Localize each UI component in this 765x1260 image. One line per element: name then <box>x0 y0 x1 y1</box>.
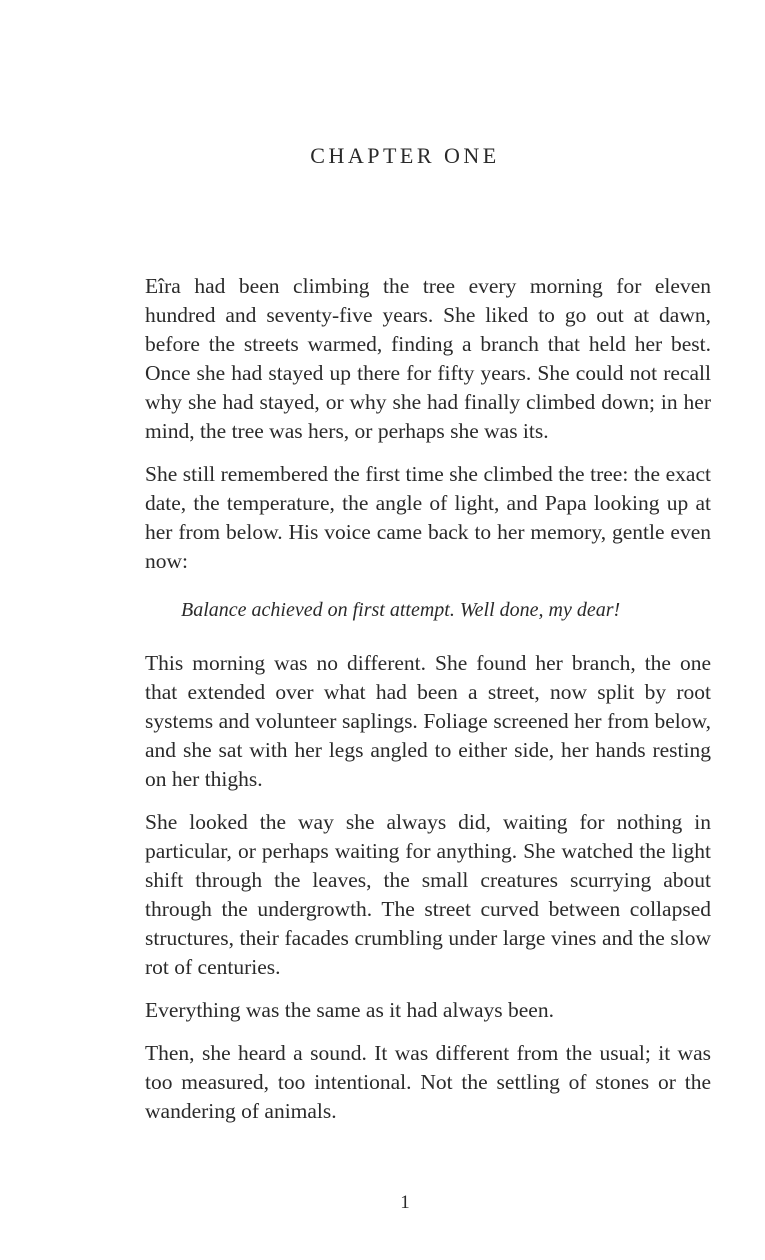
paragraph: Everything was the same as it had always been. <box>145 998 554 1022</box>
chapter-body <box>145 272 711 1140</box>
chapter-title: CHAPTER ONE <box>310 143 500 168</box>
page-number: 1 <box>400 1192 410 1213</box>
paragraph: She looked the way she always did, waiting for nothing in particular, or perhaps waiting for anything. She watched the light shift through the leaves, the small creatures scurrying about through the undergrowth. The street curved between collapsed structures, their facades crumbling under large vines and the slow rot of centuries. <box>145 810 711 979</box>
block-quote: Balance achieved on first attempt. Well done, my dear! <box>181 599 621 621</box>
paragraph: Then, she heard a sound. It was different from the usual; it was too measured, too intentional. Not the settling of stones or the wandering of animals. <box>145 1041 711 1123</box>
paragraph: Eîra had been climbing the tree every morning for eleven hundred and seventy-five years. She liked to go out at dawn, before the streets warmed, finding a branch that held her best. Once she had stayed up there for fifty years. She could not recall why she had stayed, or why she had finally climbed down; in her mind, the tree was hers, or perhaps she was its. <box>145 274 711 443</box>
paragraph: She still remembered the first time she climbed the tree: the exact date, the temperature, the angle of light, and Papa looking up at her from below. His voice came back to her memory, gentle even now: <box>145 462 711 573</box>
paragraph: This morning was no different. She found her branch, the one that extended over what had been a street, now split by root systems and volunteer saplings. Foliage screened her from below, and she sat with her legs angled to either side, her hands resting on her thighs. <box>145 651 711 791</box>
